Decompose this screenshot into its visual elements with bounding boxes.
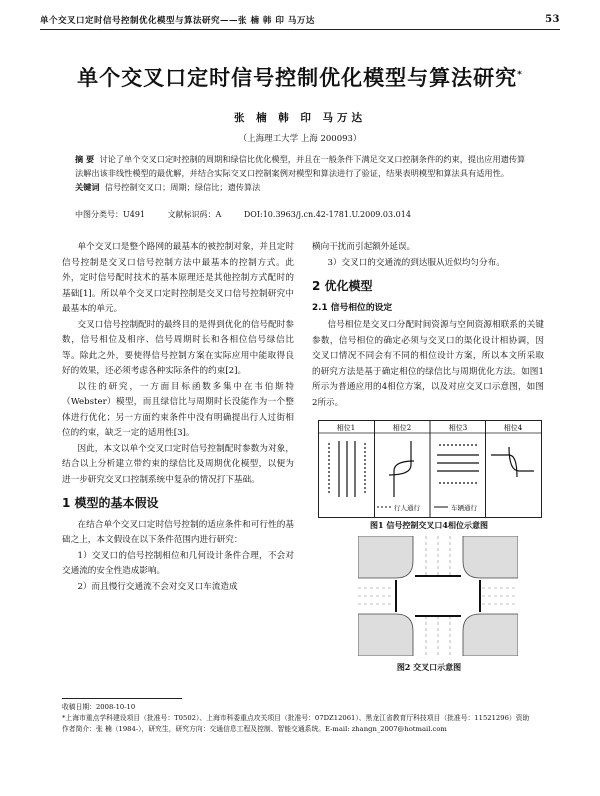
paragraph: 在结合单个交叉口定时信号控制的适应条件和可行性的基础之上，本文假设在以下条件范围内进行研究： <box>62 519 294 545</box>
doi: DOI:10.3963/j.cn.42-1781.U.2009.03.014 <box>243 210 411 219</box>
authors: 张 楠 韩 印 马万达 <box>233 112 367 124</box>
keywords-text: 信号控制交叉口；周期；绿信比；遗传算法 <box>104 182 261 192</box>
paragraph: 因此，本文以单个交叉口定时信号控制配时参数为对象，结合以上分析建立带约束的绿信比及周期优化模型，以便为进一步研究交叉口控制系统中复杂的情况打下基础。 <box>62 443 294 485</box>
header-rule <box>40 29 560 30</box>
left-column <box>62 240 294 595</box>
paragraph: 信号相位是交叉口分配时间资源与空间资源相联系的关键参数，信号相位的确定必须与交叉口的渠化设计相协调，因交叉口情况不同会有不同的相位设计方案，所以本文所采取的研究方法是基于确定相位的绿信比与周期优化方法。如图1所示为普通应用的4相位方案，以及对应交叉口示意图，如图2所示。 <box>312 320 544 408</box>
page-number: 53 <box>545 14 560 25</box>
running-head-text: 单个交叉口定时信号控制优化模型与算法研究——张 楠 韩 印 马万达 <box>40 16 315 26</box>
section-heading: 2 优化模型 <box>312 279 373 293</box>
abstract <box>75 152 527 180</box>
running-head <box>40 14 560 26</box>
author-bio: 作者简介：张 楠（1984-），研究生，研究方向：交通信息工程及控制、智能交通系统。E-mail: zhangn_2007@hotmail.com <box>62 725 447 733</box>
abstract-label: 摘 要 <box>75 154 95 164</box>
paper-title <box>40 62 560 92</box>
figure-2-caption: 图2 交叉口示意图 <box>396 662 462 672</box>
section-heading: 1 模型的基本假设 <box>62 496 159 510</box>
funding-note: *上海市重点学科建设项目（批准号：T0502）、上海市科委重点攻关项目（批准号：07DZ12061）、黑龙江省教育厅科技项目（批准号：11521296）资助 <box>62 714 530 722</box>
phase-3-arrows <box>437 445 479 483</box>
phase-1-label: 相位1 <box>336 424 356 432</box>
paragraph: 1）交叉口的信号控制相位和几何设计条件合理，不会对交通流的安全性造成影响。 <box>62 550 294 576</box>
phase-4-label: 相位4 <box>503 424 523 432</box>
clc-number: 中图分类号：U491 <box>75 210 146 219</box>
footnotes <box>62 702 542 735</box>
paragraph: 交叉口信号控制配时的最终目的是得到优化的信号配时参数，信号相位及相序、信号周期时长和各相位信号绿信比等。除此之外，要使得信号控制方案在实际应用中能取得良好的效果，还必须考虑各种实际条件的约束[2]。 <box>62 319 294 376</box>
received-date: 收稿日期：2008-10-10 <box>62 703 136 711</box>
legend-veh-label: 车辆通行 <box>451 504 477 512</box>
keywords <box>75 180 527 194</box>
phase-2-label: 相位2 <box>392 424 412 432</box>
right-column <box>312 240 544 411</box>
keywords-label: 关键词 <box>75 182 100 192</box>
abstract-block <box>75 152 527 194</box>
phase-diagram <box>319 421 541 517</box>
legend-ped-label: 行人通行 <box>394 504 420 512</box>
affiliation: （上海理工大学 上海 200093） <box>238 134 362 144</box>
figure-1 <box>318 420 542 518</box>
paragraph: 横向干扰而引起额外延误。 <box>312 242 416 252</box>
figure-2 <box>358 536 518 656</box>
document-code: 文献标识码：A <box>167 210 222 219</box>
figure-1-caption: 图1 信号控制交叉口4相位示意图 <box>370 520 488 530</box>
phase-4-arrows <box>491 447 534 477</box>
classification-line <box>75 209 527 220</box>
subsection-heading: 2.1 信号相位的设定 <box>312 302 393 313</box>
phase-2-arrows <box>389 441 414 497</box>
paragraph: 2）而且慢行交通流不会对交叉口车流造成 <box>77 581 238 592</box>
phase-3-label: 相位3 <box>448 424 468 432</box>
footnote-rule <box>62 698 182 699</box>
paragraph: 以往的研究，一方面目标函数多集中在韦伯斯特（Webster）模型，而且绿信比与周期时长没能作为一个整体进行优化；另一方面约束条件中没有明确提出行人过街相位的约束，缺乏一定的适用性[3]。 <box>62 381 294 438</box>
phase-1-arrows <box>329 441 365 497</box>
title-text: 单个交叉口定时信号控制优化模型与算法研究 <box>77 66 518 90</box>
intersection-diagram <box>358 536 518 656</box>
title-footnote-mark: * <box>517 70 523 80</box>
paragraph: 单个交叉口是整个路网的最基本的被控制对象，并且定时信号控制是交叉口信号控制方法中最基本的控制方式。此外，定时信号配时技术的基本原理还是其他控制方式配时的基础[1]。所以单个交叉口定时控制是交叉口信号控制研究中最基本的单元。 <box>62 242 294 314</box>
abstract-text: 讨论了单个交叉口定时控制的周期和绿信比优化模型，并且在一般条件下满足交叉口控制条件的约束，提出应用遗传算法解出该非线性模型的最优解，并结合实际交叉口控制案例对模型和算法进行了验证，结果表明模型和算法具有适用性。 <box>75 154 526 178</box>
paragraph: 3）交叉口的交通流的到达服从近似均匀分布。 <box>327 257 505 268</box>
